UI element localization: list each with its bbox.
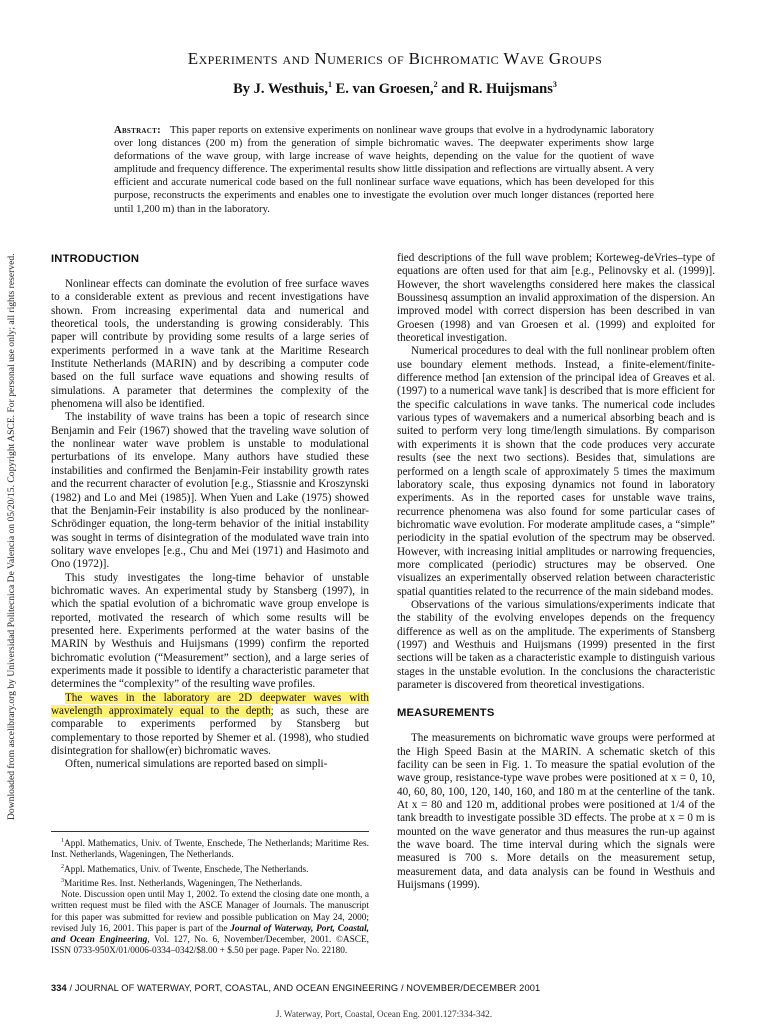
footnote-2-text: Appl. Mathematics, Univ. of Twente, Enschede, The Netherlands.: [64, 864, 309, 875]
authors-prefix: By: [233, 80, 254, 97]
paragraph: Often, numerical simulations are reported based on simpli-: [65, 758, 328, 771]
footnote-1-marker: 1: [61, 838, 64, 844]
highlighted-text: The waves in the laboratory are 2D deepwater waves with wavelength approximately equal to the depth: [51, 691, 369, 717]
download-notice-text: Downloaded from ascelibrary.org by Universidad Politecnica De Valencia on 05/20/15. Copyright ASCE. For personal use only; all rights reserved.: [6, 253, 17, 820]
author-1: J. Westhuis,: [253, 80, 328, 97]
paragraph: The instability of wave trains has been a topic of research since Benjamin and Feir (1967) showed that the traveling wave solution of the nonlinear water wave problem is unstable to modulational perturbations of its envelope. Many authors have studied these instabilities and confirmed the Benjamin-Feir instability growth rates and the recurrent character of evolution [e.g., Stiassnie and Kroszynski (1982) and Lo and Mei (1985)]. When Yuen and Lake (1975) showed that the Benjamin-Feir instability is also produced by the nonlinear-Schrödinger equation, the long-term behavior of the initial instability was sought in terms of disintegration of the modulated wave train into solitary wave envelopes [e.g., Chu and Mei (1971) and Hasimoto and Ono (1972)].: [51, 411, 369, 571]
paragraph: The measurements on bichromatic wave groups were performed at the High Speed Basin at the MARIN. A schematic sketch of this facility can be seen in Fig. 1. To measure the spatial evolution of the wave group, resistance-type wave probes were positioned at x = 0, 10, 40, 60, 80, 100, 120, 140, 160, and 180 m at the centerline of the tank. At x = 80 and 120 m, additional probes were positioned at 1/4 of the tank breadth to investigate possible 3D effects. The probe at x = 0 m is mounted on the wave generator and thus measures the run-up against the wave board. The time interval during which the signals were measured is 700 s. More details on the measurement setup, measurement data, and data analysis can be found in Westhuis and Huijsmans (1999).: [397, 732, 715, 892]
author-1-affil: 1: [327, 80, 332, 89]
section-heading-measurements: MEASUREMENTS: [397, 707, 495, 720]
author-line: [60, 80, 730, 98]
author-3: R. Huijsmans: [468, 80, 553, 97]
footnote-3: [51, 876, 369, 890]
right-column: [397, 252, 715, 892]
paragraph: Numerical procedures to deal with the full nonlinear problem often use boundary element methods. Instead, a finite-element/finite-difference method [an extension of the principal idea of Greaves et al. (1997) to a numerical wave tank] is described that is more efficient for the specific calculations in wave tanks. The numerical code includes various types of wavemakers and a numerical absorbing beach and is suited to perform very long time/length simulations. By comparison with experiments it is shown that the code produces very accurate results (see the next two sections). Besides that, simulations are performed on a length scale of approximately 5 times the maximum laboratory scale, thus exposing dynamics not found in laboratory experiments. As in the reported cases for unstable wave trains, recurrence phenomena was also found for some particular cases of bichromatic wave evolution. For moderate amplitude cases, a “simple” periodicity in the spatial evolution of the spectrum may be observed. However, with increasing initial amplitudes or narrowing frequencies, more complicated (periodic) structures may be observed. One visualizes an experimentally observed relation between characteristic spatial quantities related to the recurrence of the main sideband modes.: [397, 345, 715, 598]
author-3-affil: 3: [552, 80, 557, 89]
publication-note: [51, 890, 369, 957]
footnote-3-text: Maritime Res. Inst. Netherlands, Wageningen, The Netherlands.: [64, 878, 303, 889]
abstract: [114, 124, 654, 216]
left-column: [51, 252, 369, 772]
paragraph: [51, 692, 369, 759]
footnote-2: [51, 862, 369, 876]
footnotes: [51, 831, 369, 957]
page-number: 334: [51, 983, 67, 993]
citation-line: J. Waterway, Port, Coastal, Ocean Eng. 2001.127:334-342.: [275, 1009, 493, 1019]
paper-title: Experiments and Numerics of Bichromatic Wave Groups: [187, 49, 603, 69]
paragraph: fied descriptions of the full wave problem; Korteweg-deVries–type of equations are often used for that aim [e.g., Pelinovsky et al. (1999)]. However, the short wavelengths considered here makes the classical Boussinesq assumption an invalid approximation of the dispersion. An improved model with correct dispersion has been described in van Groesen (1998) and van Groesen et al. (1999) and exploited for theoretical investigation.: [397, 252, 715, 345]
section-heading-introduction: INTRODUCTION: [51, 253, 140, 265]
paragraph: This study investigates the long-time behavior of unstable bichromatic waves. An experimental study by Stansberg (1997), in which the spatial evolution of a bichromatic wave group envelope is reported, motivated the research of which some results will be presented here. Experiments performed at the water basins of the MARIN by Westhuis and Huijsmans (1999) confirm the reported bichromatic evolution (“Measurement” section), and a large series of experiments made it possible to identify a characteristic parameter that determines the “complexity” of the resulting wave profiles.: [51, 571, 369, 691]
footnote-1-text: Appl. Mathematics, Univ. of Twente, Enschede, The Netherlands; Maritime Res. Inst. Netherlands, Wageningen, The Netherlands.: [51, 839, 369, 861]
footnote-2-marker: 2: [61, 863, 64, 870]
page-footer: [51, 983, 731, 993]
paragraph: Nonlinear effects can dominate the evolution of free surface waves to a considerable extent as previous and recent investigations have shown. From increasing experimental data and numerical and theoretical tools, the understanding is growing considerably. This paper will contribute by providing some results of a large series of experiments performed in a wave tank at the Maritime Research Institute Netherlands (MARIN) and by describing a computer code based on the full surface wave equations and showing results of simulations. A parameter that determines the complexity of the phenomena will also be identified.: [51, 278, 369, 411]
publication-note-text: Note. Discussion open until May 1, 2002. To extend the closing date one month, a written request must be filed with the ASCE Manager of Journals. The manuscript for this paper was submitted for review and possible publication on May 24, 2000; revised July 16, 2001. This paper is part of the: [51, 890, 369, 934]
author-2: E. van Groesen,: [335, 80, 434, 97]
publication-note-tail: , Vol. 127, No. 6, November/December, 2001. ©ASCE, ISSN 0733-950X/01/0006-0334–0342/$8.00 + $.50 per page. Paper No. 22180.: [51, 934, 370, 957]
abstract-label: Abstract:: [114, 125, 161, 136]
journal-name: Journal of Waterway, Port, Coastal, and Ocean Engineering: [51, 923, 369, 945]
paragraph-text: ; as such, these are comparable to experiments performed by Stansberg but complementary to those reported by Shemer et al. (1998), who studied disintegration for shallow(er) bichromatic waves.: [51, 705, 369, 758]
footnote-3-marker: 3: [61, 877, 64, 884]
paragraph: Observations of the various simulations/experiments indicate that the stability of the evolving envelopes depends on the frequency difference as well as on the amplitude. The experiments of Stansberg (1997) and Westhuis and Huijsmans (1999) presented in the first sections will be taken as a characteristic example to distinguish various stages in the unstable evolution. In the conclusions the characteristic parameter is discovered from theoretical investigations.: [397, 598, 715, 691]
abstract-text: This paper reports on extensive experiments on nonlinear wave groups that evolve in a hydrodynamic laboratory over long distances (200 m) from the generation of simple bichromatic waves. The deepwater experiments show large deformations of the wave group, with large increase of wave heights, depending on the value for the quotient of wave amplitude and frequency difference. The experimental results show little dissipation and reflections are virtually absent. A very efficient and accurate numerical code based on the full nonlinear surface wave equations, which has been developed for this purpose, reconstructs the experiments and enables one to investigate the evolution over much longer distances (reported here until 1,200 m) than in the laboratory.: [114, 125, 654, 215]
authors-and: and: [441, 80, 465, 97]
footnote-1: [51, 836, 369, 862]
download-notice: [6, 205, 20, 820]
running-head: / JOURNAL OF WATERWAY, PORT, COASTAL, AND OCEAN ENGINEERING / NOVEMBER/DECEMBER 2001: [66, 983, 541, 993]
author-2-affil: 2: [433, 80, 438, 89]
